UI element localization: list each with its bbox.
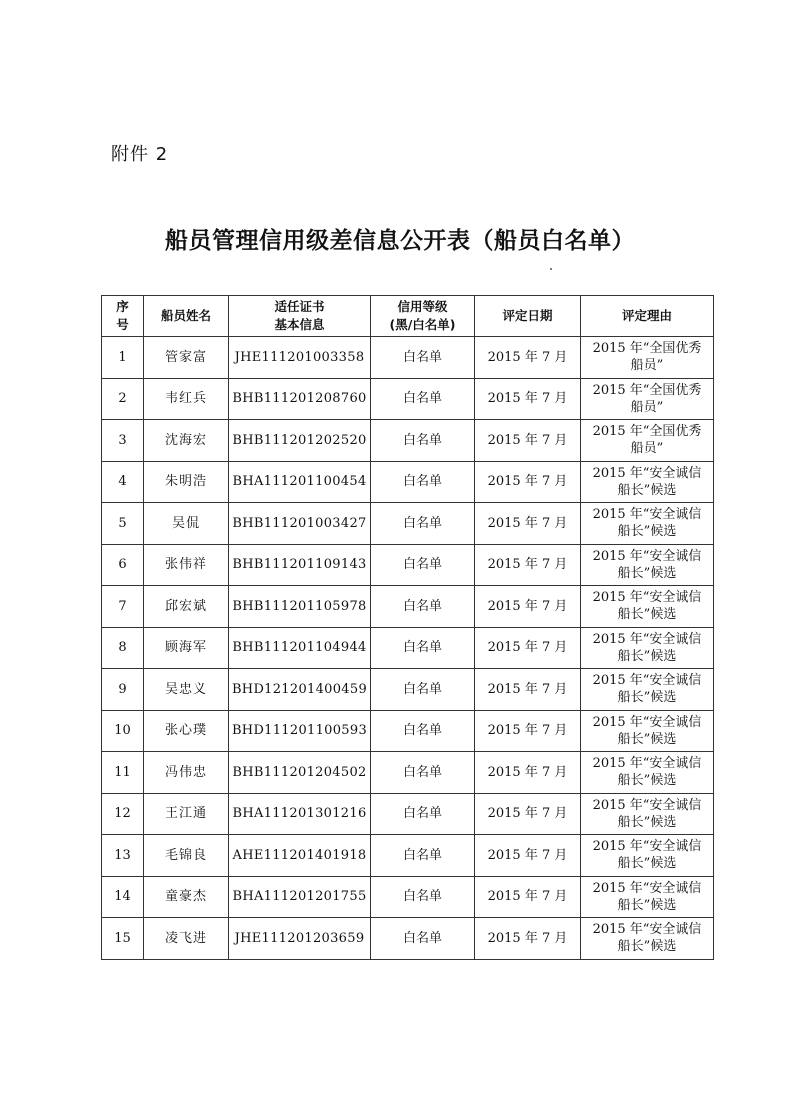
row-crew-name: 王江通 [144, 793, 229, 835]
row-assessment-date: 2015 年 7 月 [475, 503, 581, 545]
table-row [102, 461, 714, 503]
row-cert-number: BHB111201003427 [229, 503, 371, 545]
table-row [102, 710, 714, 752]
row-reason-line2: 船员” [630, 399, 664, 415]
row-reason-line2: 船长”候选 [617, 524, 677, 540]
row-cert-number: BHB111201104944 [229, 627, 371, 669]
row-assessment-reason [581, 710, 714, 752]
row-cert-number: BHA111201201755 [229, 876, 371, 918]
row-assessment-date: 2015 年 7 月 [475, 835, 581, 877]
row-reason-line2: 船长”候选 [617, 856, 677, 872]
table-row [102, 337, 714, 379]
row-cert-number: BHB111201208760 [229, 378, 371, 420]
row-reason-line1: 2015 年“安全诚信 [592, 590, 702, 606]
row-assessment-date: 2015 年 7 月 [475, 544, 581, 586]
row-crew-name: 凌飞进 [144, 918, 229, 960]
row-crew-name: 韦红兵 [144, 378, 229, 420]
row-assessment-reason [581, 918, 714, 960]
row-crew-name: 吴侃 [144, 503, 229, 545]
row-seq: 4 [102, 461, 144, 503]
header-seq-line2: 号 [116, 317, 129, 332]
row-reason-line2: 船员” [630, 358, 664, 374]
scan-speck [550, 268, 552, 270]
table-row [102, 669, 714, 711]
row-assessment-reason [581, 627, 714, 669]
row-assessment-date: 2015 年 7 月 [475, 461, 581, 503]
header-level-line1: 信用等级 [397, 299, 448, 314]
row-credit-level: 白名单 [371, 461, 475, 503]
row-credit-level: 白名单 [371, 793, 475, 835]
row-reason-line1: 2015 年“全国优秀 [592, 382, 702, 398]
row-assessment-date: 2015 年 7 月 [475, 669, 581, 711]
row-assessment-reason [581, 835, 714, 877]
table-body [102, 337, 714, 960]
row-reason-line2: 船长”候选 [617, 648, 677, 664]
row-crew-name: 邱宏斌 [144, 586, 229, 628]
row-credit-level: 白名单 [371, 503, 475, 545]
row-crew-name: 沈海宏 [144, 420, 229, 462]
row-assessment-reason [581, 752, 714, 794]
row-seq: 5 [102, 503, 144, 545]
row-crew-name: 顾海军 [144, 627, 229, 669]
row-seq: 14 [102, 876, 144, 918]
row-assessment-reason [581, 669, 714, 711]
row-reason-line2: 船长”候选 [617, 773, 677, 789]
row-credit-level: 白名单 [371, 669, 475, 711]
row-credit-level: 白名单 [371, 627, 475, 669]
row-assessment-date: 2015 年 7 月 [475, 627, 581, 669]
row-assessment-reason [581, 337, 714, 379]
row-seq: 15 [102, 918, 144, 960]
row-reason-line1: 2015 年“安全诚信 [592, 880, 702, 896]
table-row [102, 793, 714, 835]
row-assessment-date: 2015 年 7 月 [475, 918, 581, 960]
row-seq: 7 [102, 586, 144, 628]
row-assessment-date: 2015 年 7 月 [475, 876, 581, 918]
row-reason-line2: 船长”候选 [617, 690, 677, 706]
row-cert-number: BHD111201100593 [229, 710, 371, 752]
row-seq: 3 [102, 420, 144, 462]
row-seq: 13 [102, 835, 144, 877]
row-assessment-date: 2015 年 7 月 [475, 793, 581, 835]
row-assessment-date: 2015 年 7 月 [475, 337, 581, 379]
row-credit-level: 白名单 [371, 918, 475, 960]
header-cert-line1: 适任证书 [274, 299, 325, 314]
row-reason-line2: 船长”候选 [617, 731, 677, 747]
row-assessment-reason [581, 503, 714, 545]
row-assessment-date: 2015 年 7 月 [475, 710, 581, 752]
row-assessment-reason [581, 876, 714, 918]
row-crew-name: 冯伟忠 [144, 752, 229, 794]
row-cert-number: BHA111201100454 [229, 461, 371, 503]
row-reason-line1: 2015 年“全国优秀 [592, 341, 702, 357]
row-reason-line1: 2015 年“安全诚信 [592, 756, 702, 772]
crew-whitelist-table [101, 295, 714, 960]
row-seq: 2 [102, 378, 144, 420]
attachment-label: 附件 2 [111, 144, 169, 165]
header-name: 船员姓名 [144, 296, 229, 337]
row-credit-level: 白名单 [371, 710, 475, 752]
table-row [102, 752, 714, 794]
row-cert-number: BHB111201109143 [229, 544, 371, 586]
row-credit-level: 白名单 [371, 752, 475, 794]
row-assessment-date: 2015 年 7 月 [475, 378, 581, 420]
row-cert-number: JHE111201003358 [229, 337, 371, 379]
row-credit-level: 白名单 [371, 420, 475, 462]
row-assessment-reason [581, 586, 714, 628]
row-reason-line1: 2015 年“安全诚信 [592, 839, 702, 855]
row-assessment-reason [581, 378, 714, 420]
row-reason-line2: 船长”候选 [617, 607, 677, 623]
row-reason-line1: 2015 年“安全诚信 [592, 507, 702, 523]
row-reason-line1: 2015 年“全国优秀 [592, 424, 702, 440]
row-seq: 11 [102, 752, 144, 794]
row-crew-name: 张心璞 [144, 710, 229, 752]
row-seq: 8 [102, 627, 144, 669]
header-cert-line2: 基本信息 [274, 317, 325, 332]
table-row [102, 876, 714, 918]
row-reason-line2: 船长”候选 [617, 897, 677, 913]
row-reason-line2: 船长”候选 [617, 482, 677, 498]
table-row [102, 544, 714, 586]
row-crew-name: 张伟祥 [144, 544, 229, 586]
row-cert-number: JHE111201203659 [229, 918, 371, 960]
row-reason-line2: 船员” [630, 441, 664, 457]
row-cert-number: BHA111201301216 [229, 793, 371, 835]
row-reason-line1: 2015 年“安全诚信 [592, 548, 702, 564]
table-row [102, 835, 714, 877]
table-header-row [102, 296, 714, 337]
table-row [102, 378, 714, 420]
row-seq: 6 [102, 544, 144, 586]
row-assessment-date: 2015 年 7 月 [475, 752, 581, 794]
header-seq-line1: 序 [116, 299, 129, 314]
row-credit-level: 白名单 [371, 835, 475, 877]
row-reason-line1: 2015 年“安全诚信 [592, 673, 702, 689]
row-cert-number: BHB111201204502 [229, 752, 371, 794]
row-credit-level: 白名单 [371, 378, 475, 420]
row-reason-line1: 2015 年“安全诚信 [592, 797, 702, 813]
row-assessment-reason [581, 461, 714, 503]
header-date: 评定日期 [475, 296, 581, 337]
row-reason-line1: 2015 年“安全诚信 [592, 922, 702, 938]
header-cert [229, 296, 371, 337]
table-row [102, 420, 714, 462]
row-assessment-date: 2015 年 7 月 [475, 586, 581, 628]
row-seq: 9 [102, 669, 144, 711]
row-crew-name: 朱明浩 [144, 461, 229, 503]
table-row [102, 918, 714, 960]
table-row [102, 627, 714, 669]
row-cert-number: BHD121201400459 [229, 669, 371, 711]
row-reason-line2: 船长”候选 [617, 939, 677, 955]
row-assessment-reason [581, 544, 714, 586]
row-cert-number: AHE111201401918 [229, 835, 371, 877]
row-reason-line1: 2015 年“安全诚信 [592, 465, 702, 481]
row-reason-line1: 2015 年“安全诚信 [592, 631, 702, 647]
row-reason-line2: 船长”候选 [617, 814, 677, 830]
header-level [371, 296, 475, 337]
row-seq: 12 [102, 793, 144, 835]
row-crew-name: 毛锦良 [144, 835, 229, 877]
row-seq: 1 [102, 337, 144, 379]
row-crew-name: 童豪杰 [144, 876, 229, 918]
row-cert-number: BHB111201202520 [229, 420, 371, 462]
row-assessment-reason [581, 420, 714, 462]
row-seq: 10 [102, 710, 144, 752]
header-reason: 评定理由 [581, 296, 714, 337]
table-row [102, 503, 714, 545]
header-level-line2: (黑/白名单) [389, 317, 456, 332]
row-credit-level: 白名单 [371, 876, 475, 918]
row-credit-level: 白名单 [371, 586, 475, 628]
row-cert-number: BHB111201105978 [229, 586, 371, 628]
row-credit-level: 白名单 [371, 337, 475, 379]
page-title: 船员管理信用级差信息公开表（船员白名单） [165, 228, 635, 254]
row-crew-name: 吴忠义 [144, 669, 229, 711]
row-reason-line1: 2015 年“安全诚信 [592, 714, 702, 730]
row-reason-line2: 船长”候选 [617, 565, 677, 581]
row-assessment-date: 2015 年 7 月 [475, 420, 581, 462]
row-credit-level: 白名单 [371, 544, 475, 586]
row-assessment-reason [581, 793, 714, 835]
row-crew-name: 管家富 [144, 337, 229, 379]
header-seq [102, 296, 144, 337]
table-row [102, 586, 714, 628]
